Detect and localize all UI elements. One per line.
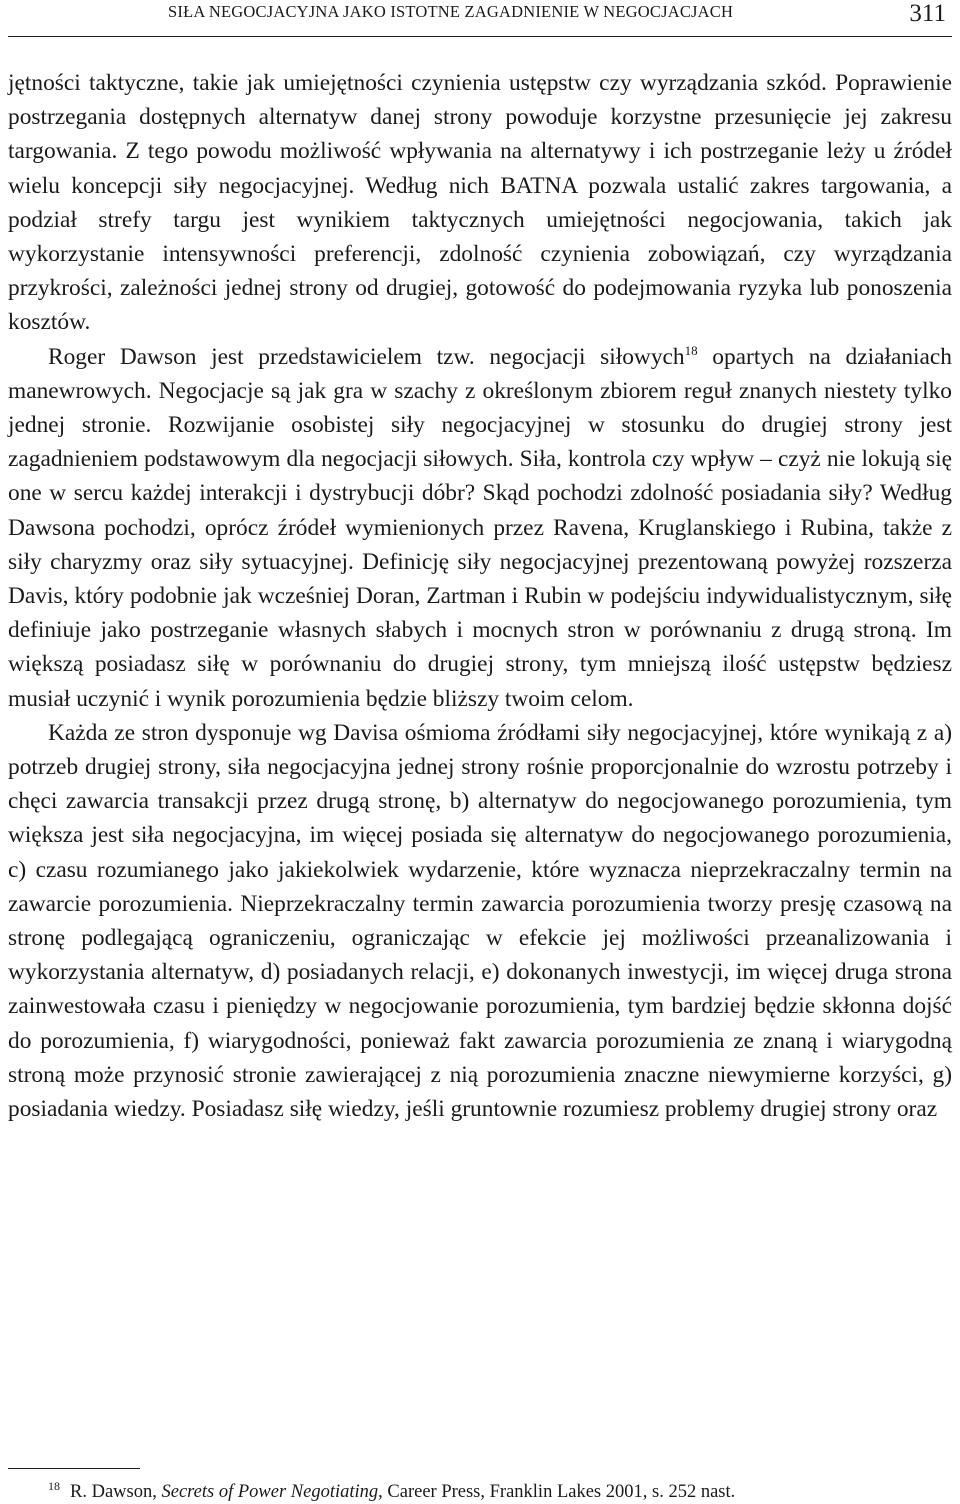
footnote-separator: [8, 1468, 140, 1469]
paragraph-2: [8, 340, 952, 716]
paragraph-1: [8, 66, 952, 340]
paragraph-3: [8, 716, 952, 1126]
footnote-publication: , Career Press, Franklin Lakes 2001, s. 252 nast.: [378, 1482, 736, 1502]
footnote-author: R. Dawson,: [70, 1482, 162, 1502]
body-text: [8, 66, 952, 1126]
footnote-reference[interactable]: 18: [684, 342, 698, 358]
page-header: [8, 0, 952, 37]
paragraph-3-text: Każda ze stron dysponuje wg Davisa ośmioma źródłami siły negocjacyjnej, które wynikają z a) potrzeb drugiej strony, siła negocjacyjna jednej strony rośnie proporcjonalnie do wzrostu potrzeby i chęci zawarcia transakcji przez drugą stronę, b) alternatyw do negocjowanego porozumienia, tym większa jest siła negocjacyjna, im więcej posiada się alternatyw do negocjowanego porozumienia, c) czasu rozumianego jako jakiekolwiek wydarzenie, które wyznacza nieprzekraczalny termin na zawarcie porozumienia. Nieprzekraczalny termin zawarcia porozumienia tworzy presję czasową na stronę podlegającą ograniczeniu, ograniczając w efekcie jej możliwości przeanalizowania i wykorzystania alternatyw, d) posiadanych relacji, e) dokonanych inwestycji, im więcej druga strona zainwestowała czasu i pieniędzy w negocjowanie porozumienia, tym bardziej będzie skłonna dojść do porozumienia, f) wiarygodności, ponieważ fakt zawarcia porozumienia ze znaną i wiarygodną stroną może przynosić stronie zawierającej z nią porozumienia znaczne niewymierne korzyści, g) posiadania wiedzy. Posiadasz siłę wiedzy, jeśli gruntownie rozumiesz problemy drugiej strony oraz: [8, 719, 952, 1123]
paragraph-1-text: jętności taktyczne, takie jak umiejętności czynienia ustępstw czy wyrządzania szkód. Poprawienie postrzegania dostępnych alternatyw danej strony powoduje korzystne przesunięcie jej zakresu targowania. Z tego powodu możliwość wpływania na alternatywy i ich postrzeganie leży u źródeł wielu koncepcji siły negocjacyjnej. Według nich BATNA pozwala ustalić zakres targowania, a podział strefy targu jest wynikiem taktycznych umiejętności negocjowania, takich jak wykorzystanie intensywności preferencji, zdolność czynienia zobowiązań, czy wyrządzania przykrości, zależności jednej strony od drugiej, gotowość do podejmowania ryzyka lub ponoszenia kosztów.: [8, 70, 952, 336]
paragraph-2-text-b: opartych na działaniach manewrowych. Negocjacje są jak gra w szachy z określonym zbiorem reguł znanych niestety tylko jednej stronie. Rozwijanie osobistej siły negocjacyjnej w stosunku do drugiej strony jest zagadnieniem podstawowym dla negocjacji siłowych. Siła, kontrola czy wpływ – czyż nie lokują się one w sercu każdej interakcji i dystrybucji dóbr? Skąd pochodzi zdolność posiadania siły? Według Dawsona pochodzi, oprócz źródeł wymienionych przez Ravena, Kruglanskiego i Rubina, także z siły charyzmy oraz siły sytuacyjnej. Definicję siły negocjacyjnej prezentowaną powyżej rozszerza Davis, który podobnie jak wcześniej Doran, Zartman i Rubin w podejściu indywidualistycznym, siłę definiuje jako postrzeganie własnych słabych i mocnych stron w porównaniu z drugą stroną. Im większą posiadasz siłę w porównaniu do drugiej strony, tym mniejszą ilość ustępstw będziesz musiał uczynić i wynik porozumienia będzie bliższy twoim celom.: [8, 343, 952, 712]
paragraph-2-text-a: Roger Dawson jest przedstawicielem tzw. negocjacji siłowych: [48, 343, 685, 370]
footnote-marker: 18: [48, 1479, 60, 1493]
running-title: SIŁA NEGOCJACYJNA JAKO ISTOTNE ZAGADNIENIE W NEGOCJACJACH: [168, 2, 734, 21]
page-number: 311: [909, 0, 946, 27]
footnote-title: Secrets of Power Negotiating: [161, 1482, 379, 1502]
footnote: [48, 1474, 952, 1504]
